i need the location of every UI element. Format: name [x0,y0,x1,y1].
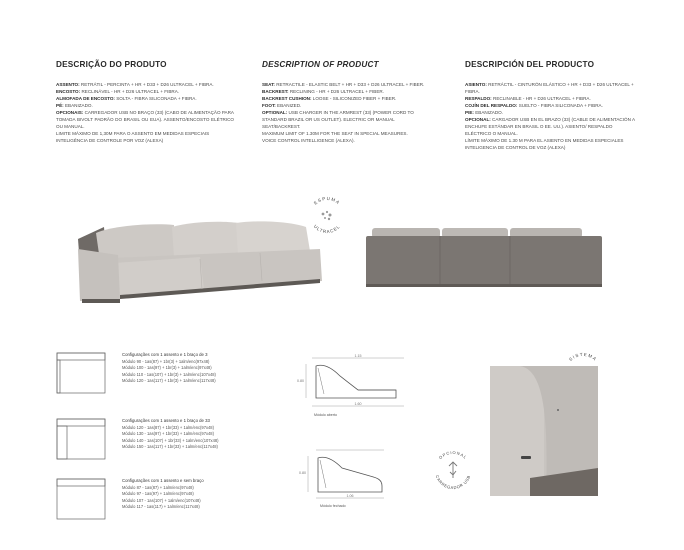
config-title: Configurações com 1 assento e 1 braço de 3 [122,352,208,357]
label: ASSENTO: [56,82,80,87]
config-row: Módulo 130 - 1as(97) + 1br(33) + 1alm/enc(97x48) [122,431,214,437]
config-row: Módulo 120 - 1as(87) + 1br(33) + 1alm/enc(97x48) [122,424,214,430]
text: LOOSE - SILICONIZED FIBER + FIBER. [311,96,397,101]
side-view-open-drawing [297,354,414,420]
text: CARGADOR USB EN EL BRAZO (33) (CABLE DE ALIMENTACIÓN A ENCHUFE ESTÁNDAR EN BRASIL O EE. UU.). ASIENTO/ RESPALDO ELÉCTRICO O MANUAL. [465,117,635,136]
text: RETRÁTIL - PERCINTA + HR + D33 + D26 ULTRACEL + FIBRA. [79,82,214,87]
spec-es [465,81,637,151]
text: SUELTO - FIBRA SILICONADA + FIBRA. [517,103,603,108]
text: RECLINABLE - HR + D26 ULTRACEL + FIBRA. [491,96,591,101]
label: SEAT: [262,82,275,87]
dim-closed-width: 1.06 [346,494,354,498]
config-row: Módulo 87 - 1as(87) + 1alm/enc(97x48) [122,484,194,490]
dim-closed-height: 0.80 [299,471,306,475]
config-row: Módulo 150 - 1as(117) + 1br(33) + 1alm/enc(117x48) [122,444,218,450]
text: RETRÁCTIL - CINTURÓN ELÁSTICO + HR + D33 + D26 ULTRACEL + FIBRA. [465,82,634,94]
svg-text:ESPUMA: ESPUMA [312,195,342,206]
label-closed-module: Módulo fechado [320,504,346,508]
config-row: Módulo 140 - 1as(107) + 1br(33) + 1alm/enc(107x48) [122,437,219,443]
sofa-front-image [74,215,330,305]
svg-text:SISTEMA: SISTEMA [567,351,599,363]
text: RECLINÁVEL - HR + D26 ULTRACEL + FIBRA. [80,89,180,94]
svg-text:OPCIONAL: OPCIONAL [437,449,469,461]
config-row: Módulo 90 - 1as(87) + 1br(3) + 1alm/enc(97x48) [122,358,210,364]
label: ALMOFADA DE ENCOSTO: [56,96,115,101]
config-row: Módulo 110 - 1as(107) + 1br(3) + 1alm/enc(107x48) [122,371,216,377]
text: LÍMITE MÁXIMO DE 1.30 M PARA EL ASIENTO EN MEDIDAS ESPECIALES [465,138,624,143]
spec-pt [56,81,234,144]
label: COJÍN DEL RESPALDO: [465,103,518,108]
config-group-arm33 [122,418,219,451]
config-row: Módulo 97 - 1as(97) + 1alm/enc(97x48) [122,491,194,497]
label: RESPALDO: [465,96,492,101]
dim-open-height: 0.80 [297,379,304,383]
text: EBANIZADO. [473,110,504,115]
usb-badge [430,448,476,494]
text: RETRACTILE - ELASTIC BELT + HR + D33 + D26 ULTRACEL + FIBER. [274,82,425,87]
module-diagram-no-arm [56,478,106,520]
side-view-closed-drawing [300,446,400,510]
svg-text:ULTRACEL: ULTRACEL [312,223,342,235]
module-diagram-arm33 [56,418,106,460]
label: BACKREST: [262,89,289,94]
dim-open-width: 1.15 [354,354,362,358]
label-open-module: Módulo aberto [314,413,337,417]
label: ASIENTO: [465,82,487,87]
module-diagram-arm3 [56,352,106,394]
text: INTELIGENCIA DE CONTROL DE VOZ (ALEXA) [465,145,566,150]
label: OPTIONAL: [262,110,288,115]
config-title: Configurações com 1 assento e sem braço [122,478,204,483]
text: VOICE CONTROL INTELLIGENCE (ALEXA). [262,138,355,143]
spec-en [262,81,432,144]
text: MAXIMUM LIMIT OF 1.30M FOR THE SEAT IN SPECIAL MEASURES. [262,131,408,136]
svg-text:CARREGADOR USB: CARREGADOR USB [434,474,472,491]
config-group-no-arm [122,478,204,511]
label: PIE: [465,110,474,115]
label: OPCIONAIS: [56,110,84,115]
title-en: DESCRIPTION OF PRODUCT [262,60,379,69]
label: ENCOSTO: [56,89,81,94]
title-es: DESCRIPCIÓN DEL PRODUCTO [465,60,595,69]
text: INTELIGÊNCIA DE CONTROLE POR VOZ (ALEXA) [56,138,164,143]
text: LIMITE MÁXIMO DE 1,30M PARA O ASSENTO EM MEDIDAS ESPECIAIS [56,131,210,136]
text: EBANIZED. [275,103,302,108]
config-title: Configurações com 1 assento e 1 braço de 33 [122,418,210,423]
sofa-back-image [362,224,606,290]
text: CARREGADOR USB NO BRAÇO (33) (CABO DE ALIMENTAÇÃO PARA TOMADA BIVOLT PADRÃO DO BRASIL OU EUA). ASSENTO/ENCOSTO ELÉTRICO OU MANUAL. [56,110,234,129]
label: FOOT: [262,103,276,108]
column-portuguese [56,60,234,144]
config-row: Módulo 120 - 1as(117) + 1br(3) + 1alm/enc(117x48) [122,378,216,384]
label: OPCIONAL: [465,117,491,122]
config-row: Módulo 117 - 1as(117) + 1alm/enc(117x48) [122,504,200,510]
column-spanish [465,60,637,151]
config-row: Módulo 107 - 1as(107) + 1alm/enc(107x48) [122,497,201,503]
arm-detail-photo [490,366,598,496]
text: EBANIZADO. [63,103,93,108]
text: SOLTA - FIBRA SILICONADA + FIBRA. [114,96,197,101]
label: PÉ: [56,103,64,108]
dim-open-depth: 1.60 [354,402,362,406]
text: USB CHARGER IN THE ARMREST (33) (POWER CORD TO STANDARD BRAZIL OR US OUTLET). ELECTRIC OR MANUAL SEAT/BACKREST. [262,110,414,129]
label: BACKREST CUSHION: [262,96,312,101]
config-group-arm3 [122,352,216,385]
config-row: Módulo 100 - 1as(97) + 1br(3) + 1alm/enc(97x48) [122,365,212,371]
column-english [262,60,432,144]
text: RECLINING - HR + D26 ULTRACEL + FIBER. [288,89,385,94]
title-pt: DESCRIÇÃO DO PRODUTO [56,60,167,69]
